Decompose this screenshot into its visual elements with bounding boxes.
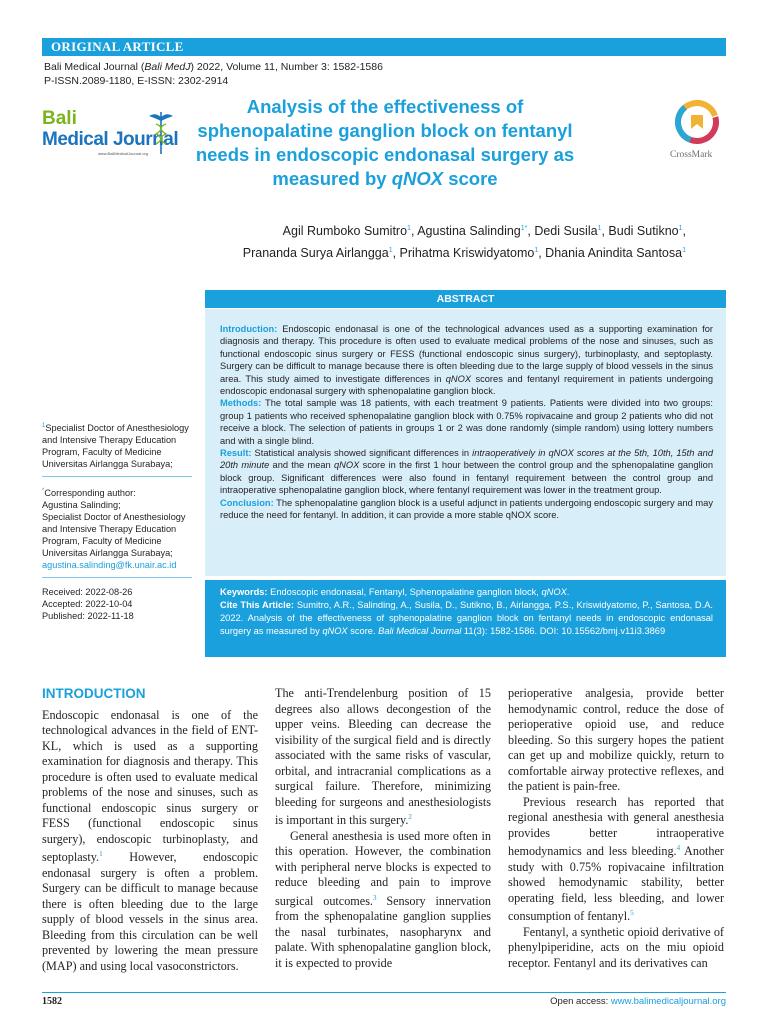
body-paragraph	[508, 795, 724, 925]
sidebar-divider	[42, 476, 192, 477]
keywords-italic: qNOX	[541, 587, 567, 597]
body-paragraph	[508, 925, 724, 972]
abstract-conclusion-label: Conclusion:	[220, 497, 274, 508]
abstract-conclusion-text: The sphenopalatine ganglion block is a useful adjunct in patients undergoing endoscopic surgery and may reduce the need for fentanyl. In addition, it can provide a more stable qNOX score.	[220, 497, 713, 521]
cite-doi[interactable]: 11(3): 1582-1586. DOI: 10.15562/bmj.v11i3.3869	[461, 626, 666, 636]
crossmark-label: CrossMark	[670, 150, 713, 160]
journal-name: Bali Medical Journal (	[44, 61, 145, 73]
cite-text-2: score.	[347, 626, 379, 636]
journal-abbrev: Bali MedJ	[144, 61, 191, 73]
cite-journal: Bali Medical Journal	[378, 626, 462, 636]
abstract-intro-text-2: scores and fentanyl requirement in patients undergoing endoscopic endonasal surgery with sphenopalatine ganglion block.	[220, 373, 714, 397]
article-type-banner	[42, 38, 726, 56]
keywords-cite-box	[205, 580, 726, 657]
author-affil: 1	[678, 225, 683, 232]
abstract-intro-text: Endoscopic endonasal is one of the technological advances used as a supporting examination for diagnosis and therapy. This procedure is often used to evaluate medical problems of the nose and sinuses, such as functional endoscopic sinus surgery or FESS (functional endoscopic sinus surgery), turbinoplasty, and septoplasty. Surgery can be difficult to manage because there is often bleeding due to the large supply of blood vessels in the sinus area. This study aimed to investigate differences in	[220, 324, 713, 384]
body-paragraph	[275, 829, 491, 972]
journal-volume: ) 2022, Volume 11, Number 3: 1582-1586	[190, 61, 383, 73]
body-paragraph	[275, 686, 491, 829]
corresponding-affiliation: Specialist Doctor of Anesthesiology and Intensive Therapy Education Program, Faculty of Medicine Universitas Airlangga Surabaya;	[42, 512, 186, 559]
published-date: Published: 2022-11-18	[42, 611, 134, 622]
article-type-label: ORIGINAL ARTICLE	[51, 39, 184, 54]
author-name: Budi Sutikno	[608, 224, 679, 239]
affiliation	[42, 420, 192, 470]
logo-url: www.BaliMedicalJournal.org	[98, 151, 149, 156]
logo-word-bali: Bali	[42, 108, 77, 129]
journal-logo	[42, 108, 182, 160]
author-line-1: Agil Rumboko Sumitro$^1$, Agustina Salinding$^{1*}$, Dedi Susila$^1$, Budi Sutikno$^1$,	[282, 224, 686, 239]
body-text: However, endoscopic endonasal surgery is often a problem. Surgery can be difficult to manage because there is often bleeding due to the large supply of blood vessels in the sinus area. Bleeding from this circulation can be well prevented by lowering the mean pressure (MAP) and using local vasoconstrictors.	[42, 850, 258, 973]
article-title	[180, 95, 590, 191]
journal-citation-line	[44, 61, 383, 73]
body-paragraph	[508, 686, 724, 795]
author-name: Agustina Salinding	[417, 224, 521, 239]
abstract-heading: ABSTRACT	[205, 290, 726, 308]
abstract-result-italic-2: qNOX	[334, 460, 360, 471]
abstract-box	[205, 309, 726, 576]
author-affil: 1	[388, 247, 393, 255]
reference-link[interactable]: 3	[372, 893, 377, 902]
body-text: perioperative analgesia, provide better hemodynamic control, reduce the dose of perioperative opioid use, and reduce bleeding. So this surgery hopes the patient can get up and mobilize quickly, return to comfortable airway protective reflexes, and the patient is pain-free.	[508, 686, 724, 793]
body-paragraph	[42, 708, 258, 975]
corresponding-email-link[interactable]: agustina.salinding@fk.unair.ac.id	[42, 560, 177, 571]
abstract-result-text-2: and the mean	[269, 460, 334, 471]
abstract-intro-label: Introduction:	[220, 324, 278, 334]
body-column-2	[275, 686, 491, 971]
body-column-1	[42, 686, 258, 974]
abstract-result-italic: intraoperatively in qNOX scores at the 5th, 10th, 15th and 20th minute	[220, 448, 713, 471]
corresponding-label: Corresponding author:	[44, 488, 136, 499]
sidebar-divider	[42, 577, 192, 578]
crossmark-badge[interactable]	[662, 98, 732, 168]
author-affil: 1	[597, 225, 602, 232]
corresponding-name: Agustina Salinding;	[42, 500, 121, 511]
abstract-result-text-3: score in the first 1 hour between the control group and the sphenopalatine ganglion block group. Significant differences were also found in fentanyl requirement between the control group and intraoperative sphenopalatine ganglion block, where fentanyl requirement was lower in the treatment group.	[220, 460, 713, 496]
reference-link[interactable]: 2	[408, 813, 412, 821]
corresponding-sup: *	[42, 488, 45, 495]
reference-link[interactable]: 5	[630, 909, 634, 918]
cite-italic: qNOX	[322, 626, 348, 636]
abstract-text	[220, 323, 713, 522]
author-name: Prihatma Kriswidyatomo	[399, 246, 535, 261]
abstract-result-text: Statistical analysis showed significant differences in	[251, 448, 473, 459]
cite-text: Sumitro, A.R., Salinding, A., Susila, D., Sutikno, B., Airlangga, P.S., Kriswidyatomo, P., Santosa, D.A. 2022. Analysis of the effectiveness of sphenopalatine ganglion block on fentanyl needs in endoscopic endonasal surgery as measured by	[220, 600, 714, 636]
abstract-result-label: Result:	[220, 448, 252, 459]
abstract-methods	[220, 397, 713, 447]
body-column-3	[508, 686, 724, 971]
title-italic: qNOX	[391, 168, 444, 189]
body-text: Previous research has reported that regional anesthesia with general anesthesia provides better intraoperative hemodynamics and less bleeding.	[508, 794, 724, 859]
affiliation-sidebar	[42, 420, 192, 622]
author-name: Dhania Anindita Santosa	[545, 246, 683, 261]
journal-url-link[interactable]: www.balimedicaljournal.org	[610, 996, 726, 1007]
page-number: 1582	[42, 996, 62, 1007]
abstract-result	[220, 447, 713, 497]
body-text: Another study with 0.75% ropivacaine infiltration showed hemodynamic stability, better operating field, less bleeding, and lower consumption of fentanyl.	[508, 844, 724, 924]
open-access-label: Open access:	[550, 996, 611, 1007]
author-affil: 1	[407, 225, 411, 232]
body-text: General anesthesia is used more often in this operation. However, the combination with peripheral nerve blocks is expected to reduce bleeding and pain to improve surgical outcomes.	[275, 828, 491, 908]
author-list	[200, 219, 686, 263]
body-text: The anti-Trendelenburg position of 15 degrees also allows decongestion of the upper veins. Bleeding can decrease the visibility of the surgical field and is directly associated with the same risks of vascular, orbital, and intracranial complications as a surgical failure. Therefore, minimizing bleeding for surgeons and anesthesiologists is important in this surgery.	[275, 686, 491, 828]
author-name: Dedi Susila	[534, 224, 598, 239]
abstract-introduction	[220, 323, 713, 397]
author-line-2: Prananda Surya Airlangga$^1$, Prihatma Kriswidyatomo$^1$, Dhania Anindita Santosa$^1$	[242, 246, 686, 261]
affiliation-sup: 1	[42, 423, 46, 429]
title-end: score	[448, 168, 498, 189]
received-date: Received: 2022-08-26	[42, 587, 133, 598]
crossmark-icon	[662, 98, 732, 150]
cite-this-article	[220, 599, 713, 638]
author-name: Agil Rumboko Sumitro	[282, 224, 408, 239]
abstract-intro-italic: qNOX	[445, 373, 472, 384]
title-main: Analysis of the effectiveness of sphenopalatine ganglion block on fentanyl needs in endoscopic endonasal surgery as measured by	[195, 96, 575, 189]
keywords	[220, 586, 713, 599]
abstract-conclusion	[220, 497, 713, 522]
cite-label: Cite This Article:	[220, 600, 295, 610]
body-text: Fentanyl, a synthetic opioid derivative of phenylpiperidine, acts on the miu opioid receptor. Fentanyl and its derivatives can	[508, 924, 724, 970]
logo-word-medical-journal: Medical Journal	[42, 129, 179, 150]
keywords-label: Keywords:	[220, 587, 268, 597]
affiliation-text: Specialist Doctor of Anesthesiology and Intensive Therapy Education Program, Faculty of Medicine Universitas Airlangga Surabaya;	[42, 423, 189, 470]
footer-divider	[42, 992, 726, 993]
reference-link[interactable]: 1	[99, 850, 103, 858]
article-dates	[42, 586, 192, 622]
abstract-methods-label: Methods:	[220, 398, 262, 409]
keywords-cite-text	[220, 586, 713, 638]
body-text: Sensory innervation from the sphenopalatine ganglion supplies the nasal turbinates, nasopharynx and palate. With sphenopalatine ganglion block, it is expected to provide	[275, 893, 491, 970]
keywords-end: .	[566, 587, 570, 597]
author-affil: 1	[534, 247, 539, 255]
author-affil: 1	[682, 247, 686, 255]
body-text: Endoscopic endonasal is one of the technological advances in the field of ENT-KL, which is used as a supporting examination for diagnosis and therapy. This procedure is often used to evaluate medical problems of the nose and sinuses, such as functional endoscopic sinus surgery or FESS (functional endoscopic sinus surgery), endoscopic turbinoplasty, and septoplasty.	[42, 707, 258, 865]
accepted-date: Accepted: 2022-10-04	[42, 599, 133, 610]
corresponding-author	[42, 485, 192, 571]
abstract-methods-text: The total sample was 18 patients, with each treatment 9 patients. Patients were divided into two groups: group 1 patients who received sphenopalatine ganglion block with 0.75% ropivacaine and group 2 patients who did not receive a block. The selection of patients in groups 1 or 2 was done randomly (simple random) using lottery numbers and with a single blind.	[220, 398, 713, 446]
introduction-heading: INTRODUCTION	[42, 686, 146, 701]
author-name: Prananda Surya Airlangga	[242, 246, 389, 261]
open-access-line	[470, 996, 726, 1007]
keywords-text: Endoscopic endonasal, Fentanyl, Sphenopalatine ganglion block,	[267, 587, 542, 597]
author-affil: 1*	[520, 225, 528, 232]
issn-line: P-ISSN.2089-1180, E-ISSN: 2302-2914	[44, 75, 229, 87]
caduceus-icon	[146, 108, 176, 156]
reference-link[interactable]: 4	[676, 844, 681, 852]
